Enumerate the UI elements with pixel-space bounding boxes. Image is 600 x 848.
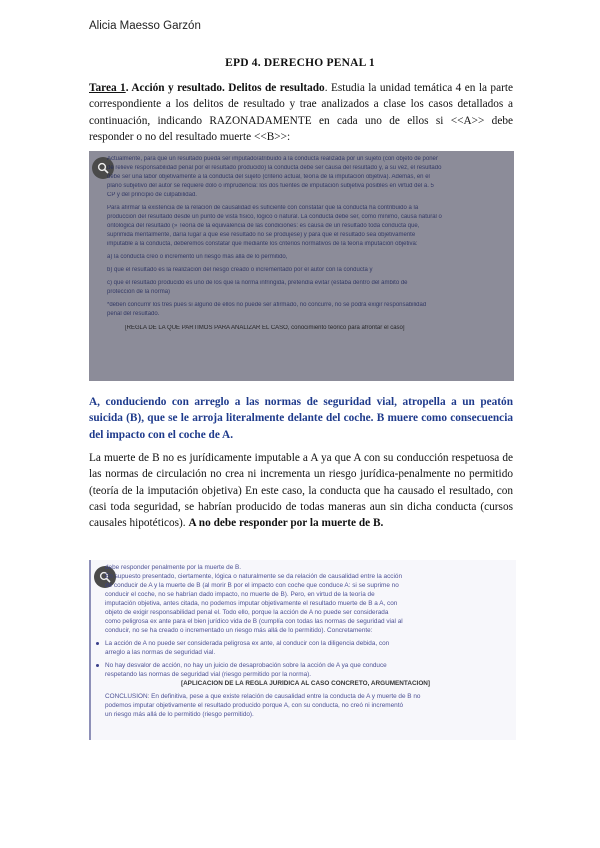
image-text-line: objeto de exigir responsabilidad penal el. Todo ello, porque la acción de A no puede ser considerada: [105, 609, 389, 616]
image-text-line: imputación objetiva, antes citada, no podemos imputar objetivamente el resultado muerte de B a A, con: [105, 600, 398, 607]
image-text-line: como peligrosa ex ante para el bien jurídico vida de B (cumplía con todas las normas de seguridad vial al: [105, 618, 403, 625]
image-text-line: No hay desvalor de acción, no hay un juicio de desaprobación sobre la acción de A ya que conduce: [105, 662, 387, 669]
task-body: . Estudia la unidad temática 4 en la parte correspondiente a los delitos de resultado y trae analizados a clase los casos detallados a continuación, indicando RAZONADAMENTE en cada uno de ellos si <<A>> debe responder o no del resultado muerte <<B>>:: [89, 82, 513, 143]
image-text-line: de conducir de A y la muerte de B (al morir B por el impacto con coche que conduce A: si se suprime no: [105, 582, 399, 589]
document-title: EPD 4. DERECHO PENAL 1: [225, 57, 375, 69]
image-text-line: respetando las normas de seguridad vial (riesgo permitido por la norma).: [105, 671, 312, 678]
case-statement: A, conduciendo con arreglo a las normas de seguridad vial, atropella a un peatón suicida (B), que se le arroja literalmente delante del coche. B muere como consecuencia del impacto con el coche de A.: [89, 396, 513, 441]
image-text-line: c) que el resultado producido es uno de los que la norma infringida, pretendía evitar (estaba dentro del ámbito de: [107, 280, 408, 286]
image-text-line: [APLICACIÓN DE LA REGLA JURÍDICA AL CASO CONCRETO, ARGUMENTACIÓN]: [180, 680, 431, 687]
image-text-line: debe responder penalmente por la muerte de B.: [105, 564, 242, 571]
image-text-line: a) la conducta creó o incrementó un riesgo más allá de lo permitido,: [107, 254, 288, 260]
screenshot-image-analysis: [89, 560, 516, 740]
image-text-line: CONCLUSIÓN: En definitiva, pese a que existe relación de causalidad entre la conducta de A y muerte de B no: [105, 693, 421, 700]
image-text-line: conducir, no se ha creado o incrementado un riesgo más allá de lo permitido). Concretamente:: [105, 627, 373, 634]
image-text-line: *deben concurrir los tres pues si alguno de ellos no puede ser afirmado, no concurre, no se podrá exigir responsabilidad: [107, 302, 427, 308]
image-text-line: plano subjetivo del autor se requiere dolo o imprudencia: los dos fuentes de imputación subjetiva posibles en virtud del a. 5: [107, 183, 434, 189]
image-text-line: suprimida mentalmente, daría lugar a que ese resultado no se produjese) y para que el resultado sea objetivamente: [107, 232, 416, 238]
image-text-line: de relieve responsabilidad penal por el resultado producido) la conducta debe ser causa del resultado y, a su vez, el resultado: [107, 165, 442, 171]
image-text-line: un riesgo más allá de lo permitido (riesgo permitido).: [105, 711, 254, 718]
answer-conclusion: A no debe responder por la muerte de B.: [188, 517, 384, 530]
image-text-line: La acción de A no puede ser considerada peligrosa ex ante, al conducir con la diligencia debida, con: [105, 640, 390, 647]
image-text-line: b) que el resultado es la realización del riesgo creado o incrementado por el autor con la conducta y: [107, 267, 373, 273]
image-text-line: ontológica del resultado (» Teoría de la equivalencia de las condiciones: es causa de un resultado toda conducta que,: [107, 223, 420, 229]
image-text-line: CP y del principio de culpabilidad.: [107, 192, 197, 198]
image-text-line: penal del resultado.: [107, 311, 160, 317]
task-heading: . Acción y resultado. Delitos de resultado: [125, 82, 325, 94]
image-text-line: protección de la norma): [107, 289, 171, 295]
image-text-line: Para afirmar la existencia de la relación de causalidad es suficiente con constatar que la conducta ha contribuido a la: [107, 205, 419, 211]
image-footer-note: [REGLA DE LA QUE PARTIMOS PARA ANALIZAR EL CASO, conocimiento teórico para afrontar el caso]: [125, 325, 405, 331]
task-paragraph: [89, 80, 513, 145]
image-text-line: imputable a la conducta, deberemos constatar que mediante los criterios normativos de la teoría imputación objetiva:: [107, 241, 418, 247]
answer-text: La muerte de B no es jurídicamente imputable a A ya que A con su conducción respetuosa de las normas de circulación no crea ni incrementa un riesgo jurídica-penalmente no permitido (teoría de la imputación objetiva) En este caso, la conducta que ha causado el resultado, con casi toda seguridad, se habrían producido de todas maneras aun sin dicha conducta (cursos causales hipotéticos).: [89, 452, 513, 530]
screenshot-image-theory: [89, 151, 514, 381]
author-name: Alicia Maesso Garzón: [89, 20, 201, 32]
task-label: Tarea 1: [89, 82, 126, 94]
image-text-line: conducir el coche, no se habrían dado impacto, no muerte de B). Pero, en virtud de la teoría de: [105, 591, 375, 598]
image-text-line: debe ser una labor objetivamente a la conducta del sujeto (criterio actual, teoría de la imputación objetiva). Además, en el: [107, 174, 430, 180]
answer-paragraph: [89, 450, 513, 531]
image-text-line: podemos imputar objetivamente el resultado producido porque A, con su conducta, no creó ni incrementó: [105, 702, 404, 709]
bullet-icon: [96, 642, 99, 645]
image-text-line: Actualmente, para que un resultado pueda ser imputado/atribuido a la conducta realizada por un sujeto (con objeto de poner: [107, 156, 438, 162]
image-text-line: En supuesto presentado, ciertamente, lógica o naturalmente se da relación de causalidad entre la acción: [105, 573, 402, 580]
bullet-icon: [96, 664, 99, 667]
image-text-line: arreglo a las normas de seguridad vial.: [105, 649, 216, 656]
image-text-line: producción del resultado desde un punto de vista físico, lógico o natural. La conducta debe ser, como mínimo, causa natural o: [107, 214, 442, 220]
